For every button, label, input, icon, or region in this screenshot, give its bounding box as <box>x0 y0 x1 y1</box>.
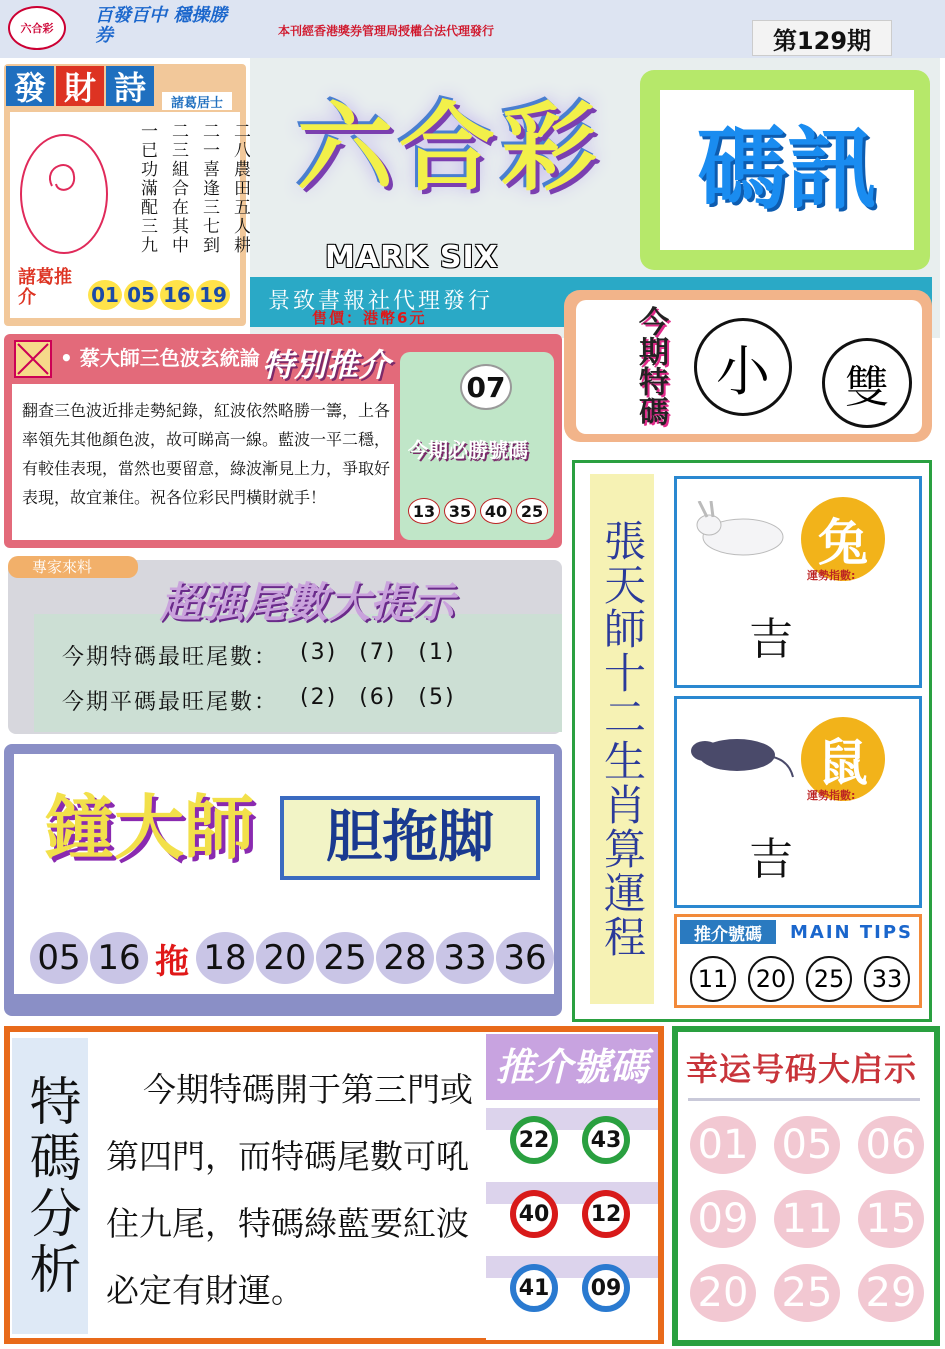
normal-tail-label: 今期平碼最旺尾數： <box>62 690 279 715</box>
color-wave-text: 翻查三色波近排走勢紀錄，紅波依然略勝一籌，上各率領先其他顏色波，故可睇高一線。藍波一平二穩，有較佳表現，當然也要留意，綠波漸見上力，爭取好表現，故宜兼住。祝各位彩民門橫財就手！ <box>22 401 391 507</box>
special-small-circle: 小 <box>694 318 792 416</box>
tail-value: (5) <box>418 685 456 710</box>
number-ball: 05 <box>774 1116 840 1174</box>
number-ball: 25 <box>774 1264 840 1322</box>
rat-icon <box>685 721 795 781</box>
poem-title-char: 財 <box>56 66 104 106</box>
recommend-ball: 40 <box>510 1190 558 1238</box>
number-ball: 05 <box>30 932 88 984</box>
number-ball: 13 <box>408 498 440 524</box>
poem-line: 二一喜逢三七到 <box>199 122 219 255</box>
poem-title <box>6 66 154 106</box>
color-wave-heading: • 蔡大師三色波玄統論 <box>60 346 260 370</box>
recommend-ball: 22 <box>510 1116 558 1164</box>
luck-label: 運勢指數: <box>807 569 856 582</box>
stripe <box>486 1256 658 1278</box>
price-text: 售價：港幣6元 <box>312 309 427 327</box>
number-ball: 33 <box>436 932 494 984</box>
fortune-text: 吉 <box>749 834 793 885</box>
number-ball: 11 <box>690 956 736 1002</box>
poem-title-char: 詩 <box>106 66 154 106</box>
slogan: 百發百中 穩操勝券 <box>95 5 228 46</box>
tail-value: (6) <box>359 685 397 710</box>
rabbit-icon <box>685 501 795 561</box>
subtitle: 碼訊 <box>660 90 914 250</box>
tail-title: 超强尾數大提示 <box>160 578 455 627</box>
number-ball: 18 <box>196 932 254 984</box>
banker-numbers <box>30 932 554 984</box>
number-ball: 19 <box>196 280 230 310</box>
recommend-ball: 41 <box>510 1264 558 1312</box>
poem-line: 二八農田五人耕 <box>230 122 250 255</box>
checkbox-icon <box>14 340 52 378</box>
number-ball: 06 <box>858 1116 924 1174</box>
number-ball: 28 <box>376 932 434 984</box>
banker-master-title: 鐘大師 <box>44 787 254 869</box>
tail-value: (1) <box>418 640 456 665</box>
stripe <box>486 1182 658 1204</box>
fortune-text: 吉 <box>749 614 793 665</box>
luck-label: 運勢指數: <box>807 789 856 802</box>
poem-line: 一已功滿配三九 <box>137 122 157 255</box>
zodiac-sign-badge: 鼠 <box>801 717 885 801</box>
drag-marker: 拖 <box>155 941 189 982</box>
must-win-label: 今期必勝號碼 <box>408 438 528 462</box>
poem-oval-graphic <box>20 134 108 254</box>
poem-title-char: 發 <box>6 66 54 106</box>
poem-numbers <box>88 280 230 310</box>
authorised-notice: 本刊經香港獎券管理局授權合法代理發行 <box>278 24 495 38</box>
number-ball: 33 <box>864 956 910 1002</box>
number-ball: 01 <box>690 1116 756 1174</box>
number-ball: 20 <box>748 956 794 1002</box>
banker-title: 胆拖脚 <box>280 796 540 880</box>
must-win-numbers <box>408 498 548 524</box>
number-ball: 29 <box>858 1264 924 1322</box>
analysis-text: 今期特碼開于第三門或第四門，而特碼尾數可吼住九尾，特碼綠藍要紅波必定有財運。 <box>106 1070 473 1310</box>
number-ball: 20 <box>256 932 314 984</box>
expert-tag: 專家來料 <box>8 556 138 578</box>
mark-six-label: MARK SIX <box>325 240 499 275</box>
zodiac-sign-badge: 兔 <box>801 497 885 581</box>
number-ball: 15 <box>858 1190 924 1248</box>
zodiac-card <box>674 476 922 688</box>
special-tail-label: 今期特碼最旺尾數： <box>62 645 279 670</box>
main-title: 六合彩 <box>297 92 603 204</box>
normal-tail-row <box>62 685 456 716</box>
recommend-ball: 12 <box>582 1190 630 1238</box>
number-ball: 25 <box>316 932 374 984</box>
zodiac-label: 張天師十二生肖算運程 <box>590 474 654 1004</box>
number-ball: 01 <box>88 280 122 310</box>
special-code-label: 今期特碼 <box>633 306 668 426</box>
featured-ball: 07 <box>460 364 512 410</box>
number-ball: 16 <box>160 280 194 310</box>
agent-text: 景致書報社代理發行 <box>268 289 494 314</box>
tips-numbers <box>690 956 910 1002</box>
recommend-ball: 09 <box>582 1264 630 1312</box>
poem-tip-label: 諸葛推介 <box>18 267 72 308</box>
poem-line: 二三組合在其中 <box>168 122 188 255</box>
tail-value: (7) <box>359 640 397 665</box>
issue-number: 第129期 <box>752 20 892 56</box>
lucky-title: 幸运号码大启示 <box>686 1050 918 1088</box>
number-ball: 40 <box>480 498 512 524</box>
number-ball: 25 <box>806 956 852 1002</box>
number-ball: 11 <box>774 1190 840 1248</box>
main-tips-label: MAIN TIPS <box>790 922 914 943</box>
lucky-numbers <box>690 1116 926 1322</box>
number-ball: 35 <box>444 498 476 524</box>
number-ball: 16 <box>90 932 148 984</box>
zodiac-card <box>674 696 922 908</box>
poem-author: 諸葛居士 <box>162 92 232 110</box>
tail-value: (2) <box>300 685 338 710</box>
stripe <box>486 1108 658 1130</box>
tips-label: 推介號碼 <box>680 920 776 944</box>
number-ball: 25 <box>516 498 548 524</box>
divider <box>688 1098 920 1101</box>
mark-six-logo: 六合彩 <box>8 6 66 50</box>
recommend-title: 推介號碼 <box>486 1034 658 1100</box>
recommend-ball: 43 <box>582 1116 630 1164</box>
analysis-label: 特碼分析 <box>12 1038 88 1334</box>
number-ball: 20 <box>690 1264 756 1322</box>
number-ball: 09 <box>690 1190 756 1248</box>
special-recommend-title: 特別推介 <box>262 346 391 384</box>
tail-value: (3) <box>300 640 338 665</box>
special-tail-row <box>62 640 456 671</box>
number-ball: 05 <box>124 280 158 310</box>
poem-lines <box>135 122 253 262</box>
number-ball: 36 <box>496 932 554 984</box>
special-double-circle: 雙 <box>822 338 912 428</box>
